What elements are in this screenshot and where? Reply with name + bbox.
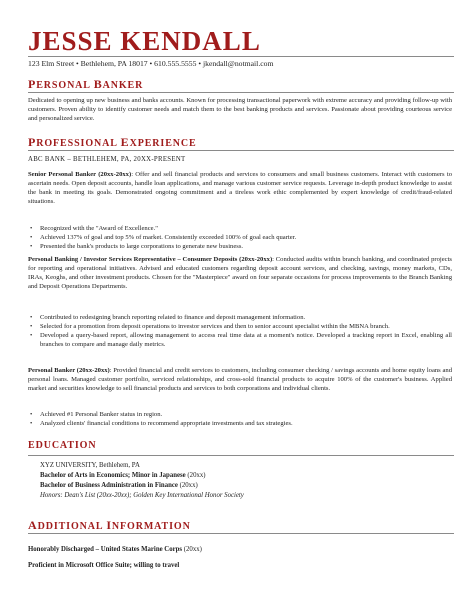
additional-divider: [28, 533, 454, 534]
job1-description: Senior Personal Banker (20xx-20xx): Offer and sell financial products and services to consumers and small business customers. Interact with customers to ascertain needs. Open deposit accounts, handle loan applications, and manage various customer service requests. Leverage in-depth product knowledge to assist the bank in meeting its goals. Demonstrated ongoing commitment and a tireless work ethic complemented by expert knowledge of credit/fraud-related situations.: [28, 171, 452, 205]
job2-description: Personal Banking / Investor Services Representative – Consumer Deposits (20xx-20xx): Conducted audits within branch banking, and coordinated projects for reporting and operational initiatives. Advised and educated customers regarding deposit account services, and checking, savings, money markets, CDs, IRAs, Keoghs, and other investment products. Chosen for the "Masterpiece" award on four separate occasions for process improvements to the Branch Banking and Deposit Operations Departments.: [28, 256, 452, 290]
candidate-name: JESSE KENDALL: [28, 26, 261, 56]
job3-bullets: [28, 410, 452, 428]
school-name: XYZ UNIVERSITY, Bethlehem, PA: [40, 462, 140, 469]
degree-1: Bachelor of Arts in Economics; Minor in Japanese (20xx): [40, 472, 206, 479]
additional-info-heading: ADDITIONAL INFORMATION: [28, 518, 191, 532]
list-item: • Recognized with the "Award of Excellence.": [28, 224, 452, 233]
education-block: [40, 461, 244, 501]
list-item: • Selected for a promotion from deposit operations to investor services and then to senior account specialist within the MBNA branch.: [28, 322, 452, 331]
degree-2: Bachelor of Business Administration in Finance (20xx): [40, 482, 198, 489]
contact-line: 123 Elm Street • Bethlehem, PA 18017 • 610.555.5555 • jkendall@notmail.com: [28, 59, 274, 68]
list-item: • Contributed to redesigning branch reporting related to finance and deposit management information.: [28, 313, 452, 322]
additional-line-1: Honorably Discharged – United States Marine Corps (20xx): [28, 546, 202, 553]
title-divider: [28, 92, 454, 93]
job3-title: Personal Banker (20xx-20xx): [28, 367, 110, 374]
job1-title: Senior Personal Banker (20xx-20xx): [28, 171, 132, 178]
experience-heading: PROFESSIONAL EXPERIENCE: [28, 135, 197, 149]
list-item: • Presented the bank's products to large corporations to generate new business.: [28, 242, 452, 251]
job-title-heading: PERSONAL BANKER: [28, 77, 144, 91]
additional-line-2: Proficient in Microsoft Office Suite; willing to travel: [28, 562, 180, 569]
summary-paragraph: Dedicated to opening up new business and banks accounts. Known for processing transactional paperwork with extreme accuracy and providing follow-up with customers. Proven ability to identify customer needs and match them to the best banking products and services. Passionate about providing courteous service and personalized service.: [28, 97, 452, 122]
list-item: • Achieved 137% of goal and top 5% of market. Consistently exceeded 100% of goal each quarter.: [28, 233, 452, 242]
education-divider: [28, 455, 454, 456]
experience-divider: [28, 150, 454, 151]
list-item: • Achieved #1 Personal Banker status in region.: [28, 410, 452, 419]
list-item: • Analyzed clients' financial conditions to recommend appropriate investments and tax strategies.: [28, 419, 452, 428]
job2-bullets: [28, 313, 452, 349]
honors-line: Honors: Dean's List (20xx-20xx); Golden Key International Honor Society: [40, 492, 244, 499]
list-item: • Developed a query-based report, allowing management to access real time data at a moment's notice. Developed a tracking report in Excel, enabling all branches to compare and manage daily metrics.: [28, 331, 452, 349]
job2-title: Personal Banking / Investor Services Representative – Consumer Deposits (20xx-20xx): [28, 256, 273, 263]
employer-line: ABC BANK – BETHLEHEM, PA, 20XX-PRESENT: [28, 156, 186, 163]
education-heading: EDUCATION: [28, 440, 97, 451]
header-divider: [28, 56, 454, 57]
job1-bullets: [28, 224, 452, 251]
job3-description: Personal Banker (20xx-20xx): Provided financial and credit services to customers, including consumer checking / savings accounts and home equity loans and personal loans. Managed customer portfolio, serviced relationships, and cross-sold financial products to acquire 100% of the customer's business. Applied market and securities knowledge to sell financial products and services to both corporations and individual clients.: [28, 367, 452, 392]
